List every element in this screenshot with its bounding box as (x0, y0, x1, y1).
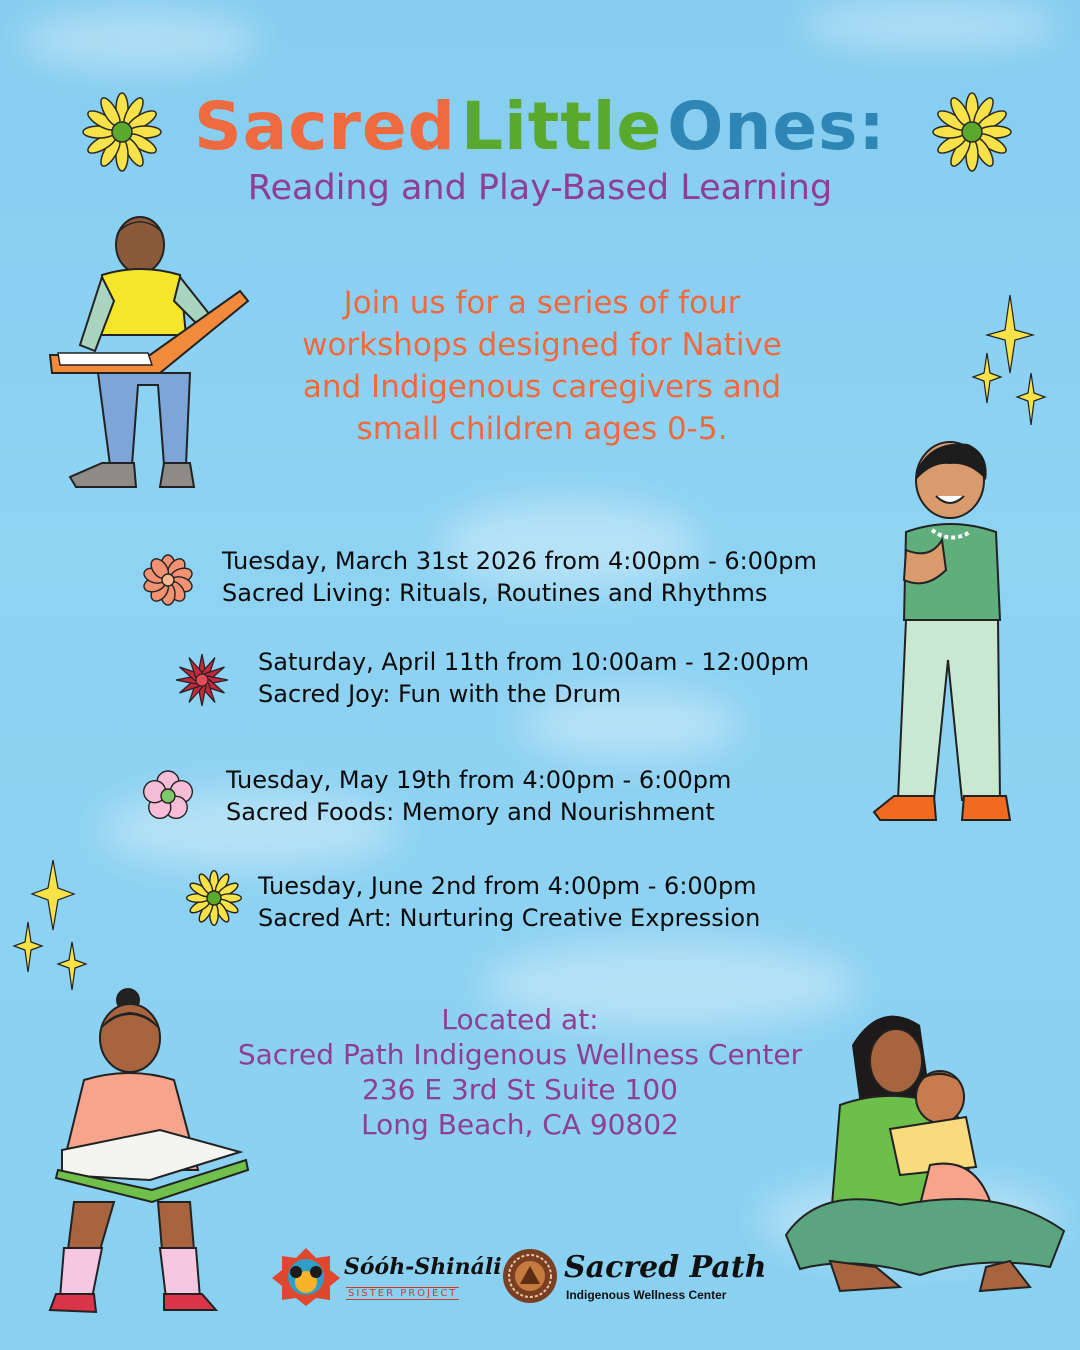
event-title: Sacred Joy: Fun with the Drum (258, 680, 622, 708)
sunflower-icon (186, 870, 242, 926)
venue-name: Sacred Path Indigenous Wellness Center (237, 1038, 803, 1071)
intro-line: small children ages 0-5. (356, 411, 728, 447)
event-title: Sacred Art: Nurturing Creative Expression (258, 904, 761, 932)
sacred-path-logo-name: Sacred Path (564, 1250, 767, 1285)
red-flower-icon (174, 652, 230, 708)
location-heading: Located at: (441, 1003, 599, 1036)
title-word-little: Little (461, 88, 663, 165)
event-item (258, 870, 760, 934)
intro-line: Join us for a series of four (343, 285, 741, 321)
sparkle-icon (8, 860, 98, 1000)
sister-project-logo-name: Sóóh-Shináli (344, 1254, 502, 1280)
sparkle-icon (965, 295, 1055, 435)
event-title: Sacred Foods: Memory and Nourishment (226, 798, 715, 826)
cloud (800, 0, 1060, 50)
event-date: Tuesday, May 19th from 4:00pm - 6:00pm (226, 766, 732, 794)
page-title (0, 88, 1080, 165)
event-item (222, 545, 817, 609)
title-word-sacred: Sacred (194, 88, 456, 165)
sister-project-logo-tagline: SISTER PROJECT (348, 1288, 458, 1299)
mother-and-baby-illustration (780, 1005, 1070, 1305)
sister-project-logo-icon (270, 1246, 342, 1306)
sunflower-icon (932, 92, 1012, 172)
cloud (20, 10, 260, 70)
location-block (170, 1002, 870, 1142)
intro-line: workshops designed for Native (302, 327, 782, 363)
street-address: 236 E 3rd St Suite 100 (362, 1073, 678, 1106)
girl-reading-illustration (40, 980, 260, 1320)
sacred-path-logo-tagline: Indigenous Wellness Center (566, 1288, 727, 1302)
event-date: Tuesday, March 31st 2026 from 4:00pm - 6:00pm (222, 547, 817, 575)
title-word-ones: Ones: (667, 88, 886, 165)
intro-line: and Indigenous caregivers and (302, 369, 782, 405)
event-title: Sacred Living: Rituals, Routines and Rhythms (222, 579, 768, 607)
boy-reading-illustration (40, 205, 250, 495)
sacred-path-logo-icon (502, 1248, 558, 1304)
city-address: Long Beach, CA 90802 (361, 1108, 679, 1141)
intro-paragraph (232, 282, 852, 450)
orange-flower-icon (142, 554, 194, 606)
event-item (226, 764, 731, 828)
sunflower-icon (82, 92, 162, 172)
event-date: Tuesday, June 2nd from 4:00pm - 6:00pm (258, 872, 757, 900)
pink-flower-icon (140, 768, 196, 824)
page-subtitle: Reading and Play-Based Learning (247, 168, 833, 208)
event-date: Saturday, April 11th from 10:00am - 12:00pm (258, 648, 810, 676)
event-item (258, 646, 809, 710)
laughing-child-illustration (870, 440, 1030, 830)
